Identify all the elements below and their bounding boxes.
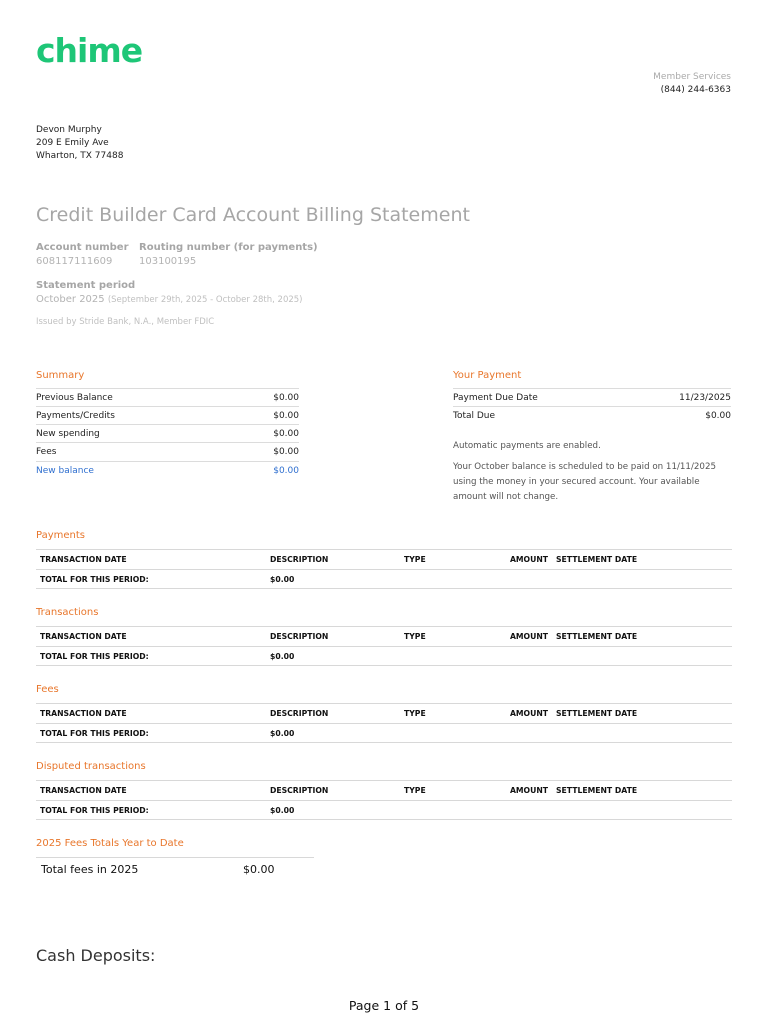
summary-label: New balance (36, 465, 94, 476)
col-type: TYPE (404, 632, 426, 641)
statement-period-label: Statement period (36, 280, 136, 291)
section-title-payments: Payments (36, 530, 85, 541)
col-transaction-date: TRANSACTION DATE (40, 786, 127, 795)
summary-value: $0.00 (273, 392, 299, 403)
statement-title: Credit Builder Card Account Billing Statement (36, 204, 470, 226)
col-description: DESCRIPTION (270, 709, 329, 718)
summary-row (36, 406, 299, 424)
member-services (653, 71, 731, 97)
table-header-row (36, 549, 732, 569)
fees-table (36, 703, 732, 743)
total-label: TOTAL FOR THIS PERIOD: (40, 652, 149, 661)
table-total-row (36, 723, 732, 743)
statement-period (36, 294, 303, 305)
total-value: $0.00 (270, 729, 295, 738)
col-settlement-date: SETTLEMENT DATE (556, 555, 638, 564)
cash-deposits-heading: Cash Deposits: (36, 946, 156, 965)
col-description: DESCRIPTION (270, 786, 329, 795)
payment-label: Payment Due Date (453, 392, 538, 403)
issuer-note: Issued by Stride Bank, N.A., Member FDIC (36, 317, 215, 327)
col-description: DESCRIPTION (270, 632, 329, 641)
summary-value: $0.00 (273, 446, 299, 457)
summary-row (36, 388, 299, 406)
chime-logo (36, 28, 146, 68)
account-number-label: Account number (36, 242, 129, 253)
col-settlement-date: SETTLEMENT DATE (556, 786, 638, 795)
address-city: Wharton, TX 77488 (36, 151, 124, 161)
autopay-note: Automatic payments are enabled. (453, 441, 601, 451)
col-type: TYPE (404, 786, 426, 795)
payment-value: 11/23/2025 (679, 392, 731, 403)
table-total-row (36, 646, 732, 666)
transactions-table (36, 626, 732, 666)
chime-logo-text: chime (36, 31, 143, 68)
member-services-label: Member Services (653, 72, 731, 82)
payment-label: Total Due (453, 410, 496, 421)
table-header-row (36, 703, 732, 723)
section-title-transactions: Transactions (36, 607, 99, 618)
section-title-fees: Fees (36, 684, 59, 695)
total-value: $0.00 (270, 806, 295, 815)
col-type: TYPE (404, 709, 426, 718)
table-total-row (36, 800, 732, 820)
statement-period-value: October 2025 (36, 294, 105, 305)
section-title-disputed: Disputed transactions (36, 761, 146, 772)
account-number-value: 608117111609 (36, 256, 113, 267)
col-description: DESCRIPTION (270, 555, 329, 564)
routing-number-label: Routing number (for payments) (139, 242, 318, 253)
col-amount: AMOUNT (509, 632, 548, 641)
col-amount: AMOUNT (509, 555, 548, 564)
summary-label: Payments/Credits (36, 410, 115, 421)
payment-title: Your Payment (453, 370, 522, 381)
mailing-address (36, 124, 123, 163)
address-street: 209 E Emily Ave (36, 138, 109, 148)
payment-value: $0.00 (705, 410, 731, 421)
payment-row (453, 406, 731, 424)
col-transaction-date: TRANSACTION DATE (40, 709, 127, 718)
col-amount: AMOUNT (509, 786, 548, 795)
summary-value: $0.00 (273, 465, 299, 476)
table-header-row (36, 626, 732, 646)
col-amount: AMOUNT (509, 709, 548, 718)
summary-row (36, 424, 299, 442)
total-value: $0.00 (270, 652, 295, 661)
summary-label: Previous Balance (36, 392, 113, 403)
ytd-fees-value: $0.00 (243, 863, 275, 876)
disputed-table (36, 780, 732, 820)
total-label: TOTAL FOR THIS PERIOD: (40, 575, 149, 584)
page-indicator: Page 1 of 5 (348, 998, 420, 1013)
ytd-fees-label: Total fees in 2025 (41, 863, 139, 876)
total-label: TOTAL FOR THIS PERIOD: (40, 729, 149, 738)
summary-row (36, 442, 299, 460)
total-label: TOTAL FOR THIS PERIOD: (40, 806, 149, 815)
total-value: $0.00 (270, 575, 295, 584)
col-transaction-date: TRANSACTION DATE (40, 555, 127, 564)
table-total-row (36, 569, 732, 589)
col-transaction-date: TRANSACTION DATE (40, 632, 127, 641)
payment-schedule-note: Your October balance is scheduled to be paid on 11/11/2025 using the money in your secured account. Your available amount will not change. (453, 462, 716, 502)
ytd-fees-row (36, 857, 314, 882)
col-type: TYPE (404, 555, 426, 564)
col-settlement-date: SETTLEMENT DATE (556, 709, 638, 718)
table-header-row (36, 780, 732, 800)
summary-title: Summary (36, 370, 85, 381)
payments-table (36, 549, 732, 589)
summary-value: $0.00 (273, 428, 299, 439)
routing-number-value: 103100195 (139, 256, 197, 267)
address-name: Devon Murphy (36, 125, 102, 135)
member-services-phone: (844) 244-6363 (660, 85, 731, 95)
ytd-fees-title: 2025 Fees Totals Year to Date (36, 838, 184, 849)
summary-label: Fees (36, 446, 57, 457)
payment-row (453, 388, 731, 406)
statement-period-range: (September 29th, 2025 - October 28th, 2025) (107, 295, 303, 305)
summary-value: $0.00 (273, 410, 299, 421)
summary-label: New spending (36, 428, 100, 439)
summary-row-new-balance (36, 461, 299, 479)
col-settlement-date: SETTLEMENT DATE (556, 632, 638, 641)
